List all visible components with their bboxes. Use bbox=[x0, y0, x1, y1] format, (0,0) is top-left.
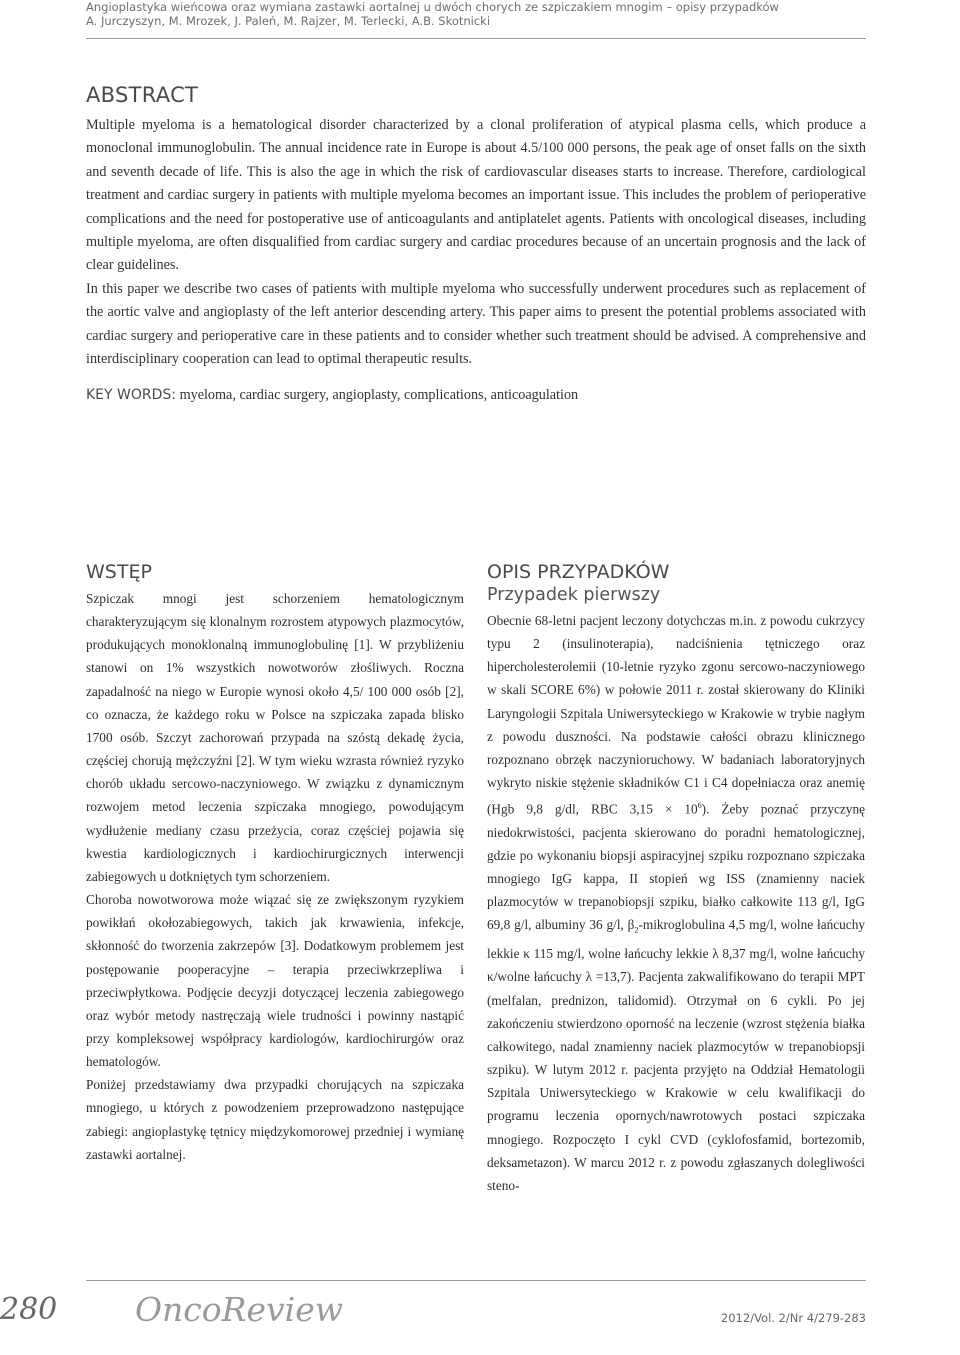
running-header bbox=[86, 0, 886, 28]
case-one-subheading: Przypadek pierwszy bbox=[487, 585, 661, 605]
opis-column bbox=[487, 609, 865, 1197]
page-number: 280 bbox=[0, 1292, 58, 1327]
case-one-text-b: ). Żeby poznać przyczynę niedokrwistości, pacjenta skierowano do poradni hematologicznej, gdzie po wykonaniu biopsji aspiracyjnej szpiku rozpoznano szpiczaka mnogiego IgG kappa, II stopień wg ISS (znamienny naciek plazmocytów w trepanobiopsji szpiku, białko całkowite 113 g/l, IgG 69,8 g/l, albuminy 36 g/l, β bbox=[487, 801, 865, 933]
abstract-paragraph-1: Multiple myeloma is a hematological disorder characterized by a clonal proliferation of atypical plasma cells, which produce a monoclonal immunoglobulin. The annual incidence rate in Europe is about 4.5/100 000 persons, the peak age of onset falls on the sixth and seventh decade of life. This is also the age in which the risk of cardiovascular diseases starts to increase. Therefore, cardiological treatment and cardiac surgery in patients with multiple myeloma becomes an important issue. This includes the problem of perioperative complications and the need for postoperative use of anticoagulants and antiplatelet agents. Patients with oncological diseases, including multiple myeloma, are often disqualified from cardiac surgery and cardiac procedures because of an uncertain prognosis and the lack of clear guidelines. bbox=[86, 117, 866, 274]
header-divider bbox=[86, 38, 866, 39]
keywords bbox=[86, 385, 866, 405]
journal-logo: OncoReview bbox=[135, 1290, 344, 1329]
case-one-text-c: -mikroglobulina 4,5 mg/l, wolne łańcuchy lekkie κ 115 mg/l, wolne łańcuchy lekkie λ 8,37 mg/l, wolne łańcuchy κ/wolne łańcuchy λ =13,7). Pacjenta zakwalifikowano do terapii MPT (melfalan, prednizon, talidomid). Otrzymał on 6 cykli. Po jej zakończeniu stwierdzono oporność na leczenie (wzrost stężenia białka całkowitego, nadal znamienny naciek plazmocytów w trepanobiopsji szpiku). W lutym 2012 r. pacjenta przyjęto na Oddział Hematologii Szpitala Uniwersyteckiego w Krakowie w celu kwalifikacji do programu leczenia opornych/nawrotowych postaci szpiczaka mnogiego. Rozpoczęto I cykl CVD (cyklofosfamid, bortezomib, deksametazon). W marcu 2012 r. z powodu zgłaszanych dolegliwości steno- bbox=[487, 917, 865, 1193]
case-one-paragraph bbox=[487, 609, 865, 1197]
wstep-heading: WSTĘP bbox=[86, 561, 152, 583]
abstract-paragraph-2: In this paper we describe two cases of patients with multiple myeloma who successfully underwent procedures such as replacement of the aortic valve and angioplasty of the left anterior descending artery. This paper aims to present the potential problems associated with cardiac surgery and perioperative care in these patients and to consider whether such treatment should be advised. A comprehensive and interdisciplinary cooperation can lead to optimal therapeutic results. bbox=[86, 280, 866, 368]
keywords-label: KEY WORDS: bbox=[86, 387, 177, 403]
opis-heading: OPIS PRZYPADKÓW bbox=[487, 561, 670, 583]
wstep-paragraph-2: Choroba nowotworowa może wiązać się ze zwiększonym ryzykiem powikłań okołozabiegowych, takich jak krwawienia, infekcje, skłonność do tworzenia zakrzepów [3]. Dodatkowym problemem jest postępowanie pooperacyjne – terapia przeciwkrzepliwa i przeciwpłytkowa. Podjęcie decyzji dotyczącej leczenia zabiegowego oraz wybór metody nastręczają wiele trudności i powinny nastąpić przy kompleksowej współpracy kardiologów, kardiochirurgów oraz hematologów. bbox=[86, 892, 464, 1070]
abstract-body bbox=[86, 114, 866, 371]
keywords-text: myeloma, cardiac surgery, angioplasty, complications, anticoagulation bbox=[179, 387, 579, 403]
running-header-authors: A. Jurczyszyn, M. Mrozek, J. Paleń, M. Rajzer, M. Terlecki, A.B. Skotnicki bbox=[86, 14, 491, 28]
issue-info: 2012/Vol. 2/Nr 4/279-283 bbox=[720, 1311, 866, 1325]
wstep-paragraph-1: Szpiczak mnogi jest schorzeniem hematologicznym charakteryzującym się klonalnym rozrostem atypowych plazmocytów, produkujących monoklonalną immunoglobulinę [1]. W przybliżeniu stanowi on 1% wszystkich nowotworów złośliwych. Roczna zapadalność na niego w Europie wynosi około 4,5/ 100 000 osób [2], co oznacza, że każdego roku w Polsce na szpiczaka zapada blisko 1700 osób. Szczyt zachorowań przypada na szóstą dekadę życia, częściej chorują mężczyźni [2]. W tym wieku wzrasta również ryzyko chorób układu sercowo-naczyniowego. W związku z dynamicznym rozwojem metod leczenia szpiczaka mnogiego, powodującym wydłużenie mediany czasu przeżycia, coraz częściej pojawia się kwestia kardiologicznych i kardiochirurgicznych interwencji zabiegowych u dotkniętych tym schorzeniem. bbox=[86, 591, 464, 884]
wstep-paragraph-3: Poniżej przedstawiamy dwa przypadki chorujących na szpiczaka mnogiego, u których z powodzeniem przeprowadzono następujące zabiegi: angioplastykę tętnicy międzykomorowej przedniej i wymianę zastawki aortalnej. bbox=[86, 1077, 464, 1162]
wstep-column bbox=[86, 587, 464, 1166]
abstract-heading: ABSTRACT bbox=[86, 83, 199, 107]
footer-divider bbox=[86, 1280, 866, 1281]
case-one-sub: 2 bbox=[634, 926, 639, 936]
case-one-text-a: Obecnie 68-letni pacjent leczony dotychczas m.in. z powodu cukrzycy typu 2 (insulinoterapia), nadciśnienia tętniczego oraz hipercholesterolemii (10-letnie ryzyko zgonu sercowo-naczyniowego w skali SCORE 6%) w połowie 2011 r. został skierowany do Kliniki Laryngologii Szpitala Uniwersyteckiego w Krakowie w trybie nagłym z powodu duszności. Na podstawie całości obrazu klinicznego rozpoznano obrzęk naczynioruchowy. W badaniach laboratoryjnych wykryto niskie stężenie składników C1 i C4 dopełniacza oraz anemię (Hgb 9,8 g/dl, RBC 3,15 × 10 bbox=[487, 613, 865, 817]
running-header-title: Angioplastyka wieńcowa oraz wymiana zastawki aortalnej u dwóch chorych ze szpiczakiem mnogim – opisy przypadków bbox=[86, 0, 779, 14]
case-one-sup: 6 bbox=[697, 801, 702, 811]
